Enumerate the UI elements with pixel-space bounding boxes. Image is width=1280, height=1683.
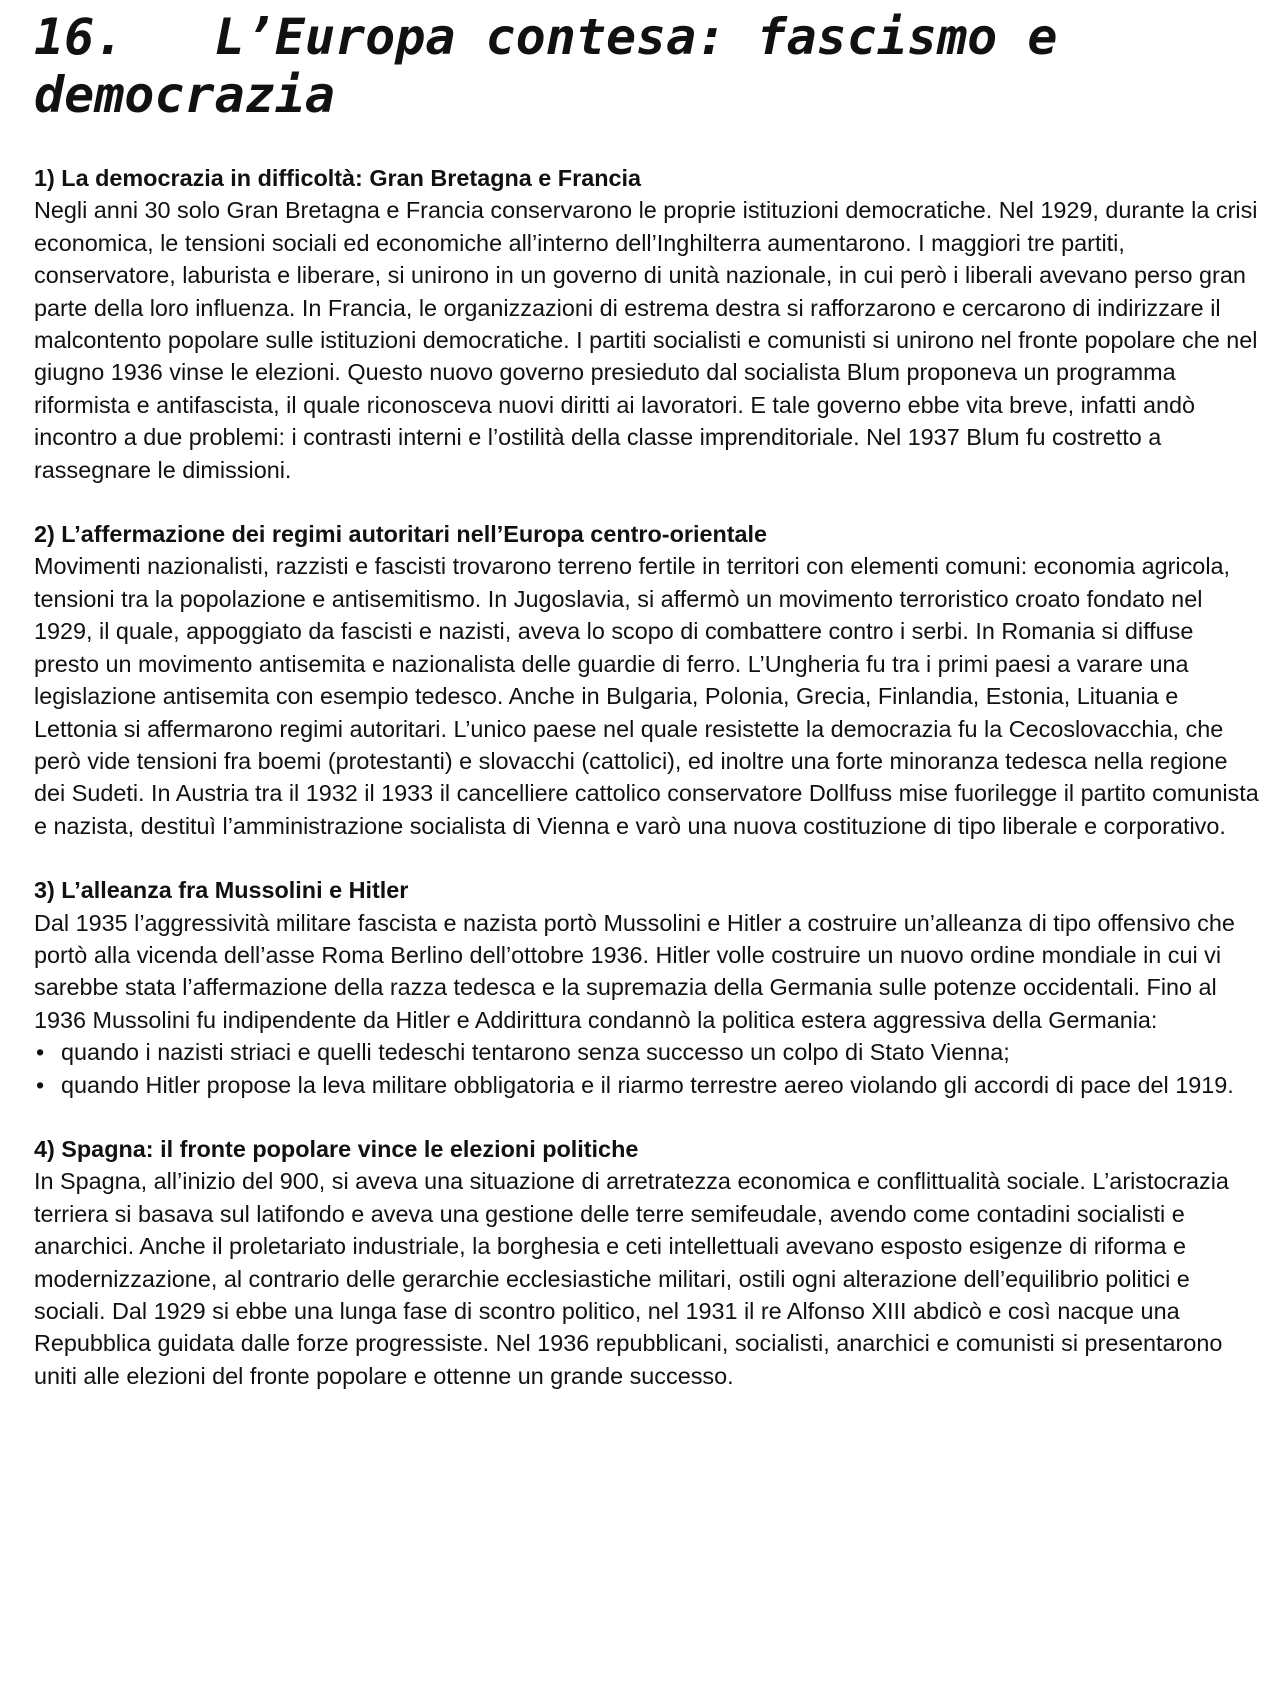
section-paragraph: Movimenti nazionalisti, razzisti e fascisti trovarono terreno fertile in territori con elementi comuni: economia agricola, tensioni tra la popolazione e antisemitismo. In Jugoslavia, si affermò un movimento terroristico croato fondato nel 1929, il quale, appoggiato da fascisti e nazisti, aveva lo scopo di combattere contro i serbi. In Romania si diffuse presto un movimento antisemita e nazionalista delle guardie di ferro. L’Ungheria fu tra i primi paesi a varare una legislazione antisemita con esempio tedesco. Anche in Bulgaria, Polonia, Grecia, Finlandia, Estonia, Lituania e Lettonia si affermarono regimi autoritari. L’unico paese nel quale resistette la democrazia fu la Cecoslovacchia, che però vide tensioni fra boemi (protestanti) e slovacchi (cattolici), ed inoltre una forte minoranza tedesca nella regione dei Sudeti. In Austria tra il 1932 il 1933 il cancelliere cattolico conservatore Dollfuss mise fuorilegge il partito comunista e nazista, destituì l’amministrazione socialista di Vienna e varò una nuova costituzione di tipo liberale e corporativo. — [34, 553, 1259, 839]
bullet-icon: • — [36, 1071, 45, 1098]
bullet-icon: • — [36, 1039, 45, 1066]
bullet-text: quando Hitler propose la leva militare obbligatoria e il riarmo terrestre aereo violando gli accordi di pace del 1919. — [61, 1071, 1234, 1098]
section-spagna-fronte-popolare — [34, 1133, 1264, 1392]
section-democrazia-difficolta — [34, 162, 1264, 486]
page-title: 16. L’Europa contesa: fascismo e democrazia — [34, 8, 1088, 124]
section-heading: 4) Spagna: il fronte popolare vince le elezioni politiche — [34, 1135, 639, 1162]
section-heading: 3) L’alleanza fra Mussolini e Hitler — [34, 877, 409, 904]
document-page — [34, 0, 1264, 1392]
bullet-item — [34, 1069, 1264, 1101]
section-heading: 2) L’affermazione dei regimi autoritari nell’Europa centro-orientale — [34, 521, 768, 548]
section-alleanza-mussolini-hitler — [34, 874, 1264, 1101]
bullet-list — [34, 1036, 1264, 1101]
bullet-text: quando i nazisti striaci e quelli tedeschi tentarono senza successo un colpo di Stato Vienna; — [61, 1039, 1010, 1066]
section-heading: 1) La democrazia in difficoltà: Gran Bretagna e Francia — [34, 165, 642, 191]
section-paragraph: In Spagna, all’inizio del 900, si aveva una situazione di arretratezza economica e conflittualità sociale. L’aristocrazia terriera si basava sul latifondo e aveva una gestione delle terre semifeudale, avendo come contadini socialisti e anarchici. Anche il proletariato industriale, la borghesia e ceti intellettuali avevano esposto esigenze di riforma e modernizzazione, al contrario delle gerarchie ecclesiastiche militari, ostili ogni alterazione dell’equilibrio politici e sociali. Dal 1929 si ebbe una lunga fase di scontro politico, nel 1931 il re Alfonso XIII abdicò e così nacque una Repubblica guidata dalle forze progressiste. Nel 1936 repubblicani, socialisti, anarchici e comunisti si presentarono uniti alle elezioni del fronte popolare e ottenne un grande successo. — [34, 1168, 1229, 1389]
bullet-item — [34, 1036, 1264, 1068]
section-paragraph: Negli anni 30 solo Gran Bretagna e Francia conservarono le proprie istituzioni democratiche. Nel 1929, durante la crisi economica, le tensioni sociali ed economiche all’interno dell’Inghilterra aumentarono. I maggiori tre partiti, conservatore, laburista e liberare, si unirono in un governo di unità nazionale, in cui però i liberali avevano perso gran parte della loro influenza. In Francia, le organizzazioni di estrema destra si rafforzarono e cercarono di indirizzare il malcontento popolare sulle istituzioni democratiche. I partiti socialisti e comunisti si unirono nel fronte popolare che nel giugno 1936 vinse le elezioni. Questo nuovo governo presieduto dal socialista Blum proponeva un programma riformista e antifascista, il quale riconosceva nuovi diritti ai lavoratori. E tale governo ebbe vita breve, infatti andò incontro a due problemi: i contrasti interni e l’ostilità della classe imprenditoriale. Nel 1937 Blum fu costretto a rassegnare le dimissioni. — [34, 197, 1258, 483]
section-paragraph: Dal 1935 l’aggressività militare fascista e nazista portò Mussolini e Hitler a costruire un’alleanza di tipo offensivo che portò alla vicenda dell’asse Roma Berlino dell’ottobre 1936. Hitler volle costruire un nuovo ordine mondiale in cui vi sarebbe stata l’affermazione della razza tedesca e la supremazia della Germania sulle potenze occidentali. Fino al 1936 Mussolini fu indipendente da Hitler e Addirittura condannò la politica estera aggressiva della Germania: — [34, 909, 1235, 1033]
section-regimi-autoritari — [34, 518, 1264, 842]
